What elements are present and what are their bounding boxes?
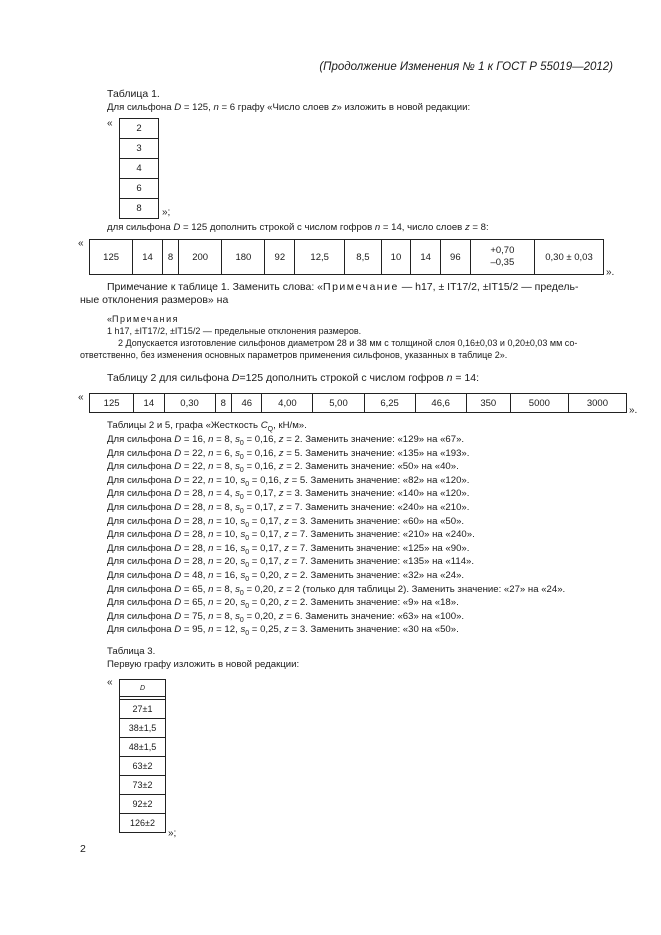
stiffness-line: Для сильфона D = 95, n = 12, $s_0 = 0,25$, z = 3. Заменить значение: «30 на «50». xyxy=(107,624,459,638)
table-cell: 6,25 xyxy=(364,394,415,413)
table2-new-row xyxy=(89,393,627,413)
open-quote: « xyxy=(78,238,84,249)
stiffness-line: Для сильфона D = 48, n = 16, $s_0 = 0,20$, z = 2. Заменить значение: «32» на «24». xyxy=(107,570,465,583)
stiffness-line: Для сильфона D = 65, n = 20, $s_0 = 0,20$, z = 2. Заменить значение: «9» на «18». xyxy=(107,597,459,611)
stiffness-line: Для сильфона D = 65, n = 8, $s_0 = 0,20$, z = 2 (только для таблицы 2). Заменить значение: «27» на «24». xyxy=(107,583,566,597)
note-change-line1: Примечание к таблице 1. Заменить слова: «Примечание — h17, ± IT17/2, ±IT15/2 — предель- xyxy=(107,281,579,293)
page-header: (Продолжение Изменения № 1 к ГОСТ Р 55019—2012) xyxy=(319,61,613,73)
notes-item2-line1: 2 Допускается изготовление сильфонов диаметром 28 и 38 мм с толщиной слоя 0,16±0,03 и 0,20±0,03 мм со- xyxy=(118,338,578,348)
close-quote: »; xyxy=(162,207,171,218)
open-quote: « xyxy=(78,392,84,403)
table1-new-row xyxy=(89,239,604,275)
table-cell: 8 xyxy=(162,240,178,275)
table3-intro: Первую графу изложить в новой редакции: xyxy=(107,659,300,670)
table-cell: 5000 xyxy=(510,394,568,413)
stiffness-line: Для сильфона D = 28, n = 10, $s_0 = 0,17$, z = 3. Заменить значение: «60» на «50». xyxy=(107,515,465,529)
close-quote: ». xyxy=(629,405,638,416)
table-cell: 4 xyxy=(120,159,159,179)
table-cell: 48±1,5 xyxy=(120,738,166,757)
table-cell: 92 xyxy=(265,240,295,275)
table-cell: 63±2 xyxy=(120,757,166,776)
stiffness-line: Для сильфона D = 22, n = 6, $s_0 = 0,16$, z = 5. Заменить значение: «135» на «193». xyxy=(107,447,470,461)
table1-row-intro: для сильфона D = 125 дополнить строкой с числом гофров n = 14, число слоев z = 8: xyxy=(107,222,489,233)
stiffness-line: Для сильфона D = 28, n = 8, $s_0 = 0,17$, z = 7. Заменить значение: «240» на «210». xyxy=(107,502,470,515)
table3-title: Таблица 3. xyxy=(107,646,156,657)
table-cell: 14 xyxy=(411,240,441,275)
stiffness-title: Таблицы 2 и 5, графа «Жесткость $C_Q$, кН/м». xyxy=(107,420,307,433)
notes-item2-line2: ответственно, без изменения основных параметров применения сильфонов, указанных в таблице 2». xyxy=(80,350,508,360)
table-cell: 12,5 xyxy=(295,240,345,275)
table-cell: 27±1 xyxy=(120,700,166,719)
table1-intro: Для сильфона D = 125, n = 6 графу «Число слоев z» изложить в новой редакции: xyxy=(107,102,471,113)
table-cell: 8 xyxy=(120,199,159,219)
table-cell: 92±2 xyxy=(120,795,166,814)
table-cell: 126±2 xyxy=(120,814,166,833)
stiffness-line: Для сильфона D = 28, n = 16, $s_0 = 0,17$, z = 7. Заменить значение: «125» на «90». xyxy=(107,542,470,556)
table-cell: 3000 xyxy=(568,394,626,413)
table-cell: 14 xyxy=(133,240,163,275)
table-cell: 0,30 ± 0,03 xyxy=(535,240,604,275)
table2-intro: Таблицу 2 для сильфона D=125 дополнить строкой с числом гофров n = 14: xyxy=(107,372,479,384)
open-quote: « xyxy=(107,677,113,688)
stiffness-line: Для сильфона D = 28, n = 20, $s_0 = 0,17$, z = 7. Заменить значение: «135» на «114». xyxy=(107,556,475,570)
table-cell: 3 xyxy=(120,139,159,159)
table-cell: 125 xyxy=(90,240,133,275)
notes-heading: «Примечания xyxy=(107,314,179,324)
table-cell: 2 xyxy=(120,119,159,139)
table-cell: 14 xyxy=(134,394,164,413)
stiffness-line: Для сильфона D = 16, n = 8, $s_0 = 0,16$, z = 2. Заменить значение: «129» на «67». xyxy=(107,434,465,447)
tolerance-cell: +0,70 –0,35 xyxy=(470,240,534,275)
notes-item1: 1 h17, ±IT17/2, ±IT15/2 — предельные отклонения размеров. xyxy=(107,326,362,336)
table-cell: 46 xyxy=(232,394,262,413)
stiffness-line: Для сильфона D = 28, n = 10, $s_0 = 0,17$, z = 7. Заменить значение: «210» на «240». xyxy=(107,529,475,543)
stiffness-line: Для сильфона D = 22, n = 8, $s_0 = 0,16$, z = 2. Заменить значение: «50» на «40». xyxy=(107,461,459,475)
table-cell: 0,30 xyxy=(164,394,215,413)
table1-layers-column xyxy=(119,118,159,219)
close-quote: »; xyxy=(168,828,177,839)
table-cell: 125 xyxy=(90,394,134,413)
close-quote: ». xyxy=(606,267,615,278)
stiffness-line: Для сильфона D = 75, n = 8, $s_0 = 0,20$, z = 6. Заменить значение: «63» на «100». xyxy=(107,610,465,624)
table-cell: 46,6 xyxy=(415,394,466,413)
table-cell: 8 xyxy=(215,394,231,413)
note-change-line2: ные отклонения размеров» на xyxy=(80,294,229,306)
table-cell: 350 xyxy=(466,394,510,413)
table-cell: 5,00 xyxy=(313,394,364,413)
table-cell: 200 xyxy=(179,240,222,275)
table-cell: 180 xyxy=(222,240,265,275)
open-quote: « xyxy=(107,118,113,129)
table3-header: D xyxy=(120,680,166,697)
table-cell: 10 xyxy=(381,240,411,275)
table-cell: 38±1,5 xyxy=(120,719,166,738)
table-cell: 4,00 xyxy=(262,394,313,413)
table-cell: 6 xyxy=(120,179,159,199)
table-cell: 8,5 xyxy=(345,240,381,275)
stiffness-line: Для сильфона D = 22, n = 10, $s_0 = 0,16$, z = 5. Заменить значение: «82» на «120». xyxy=(107,474,470,488)
table-cell: 73±2 xyxy=(120,776,166,795)
table-cell: 96 xyxy=(441,240,471,275)
table1-title: Таблица 1. xyxy=(107,88,160,100)
stiffness-line: Для сильфона D = 28, n = 4, $s_0 = 0,17$, z = 3. Заменить значение: «140» на «120». xyxy=(107,488,470,502)
page-number: 2 xyxy=(80,843,86,855)
table3-d-column xyxy=(119,679,166,833)
